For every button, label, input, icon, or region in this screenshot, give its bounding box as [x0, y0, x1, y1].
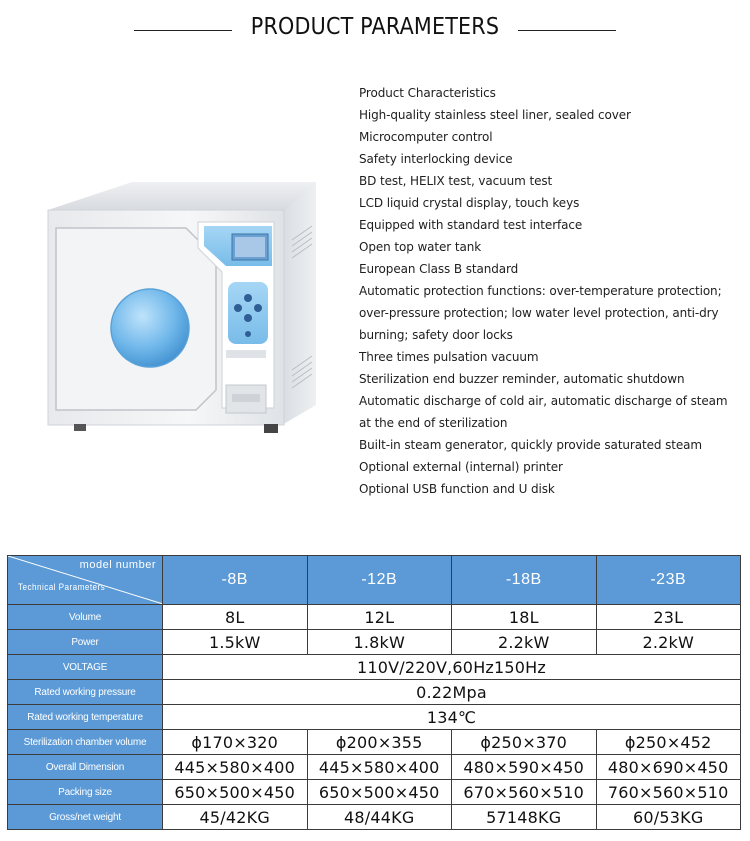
table-row [8, 655, 741, 680]
table-cell: 650×500×450 [307, 780, 452, 805]
feature-item: Microcomputer control [359, 130, 493, 144]
table-cell: 45/42KG [163, 805, 308, 830]
feature-item: Sterilization end buzzer reminder, automatic shutdown [359, 372, 685, 386]
table-row [8, 780, 741, 805]
table-cell: 48/44KG [307, 805, 452, 830]
table-cell: 670×560×510 [452, 780, 597, 805]
model-header: -18B [452, 556, 597, 605]
table-cell: 18L [452, 605, 597, 630]
corner-label-params: Technical Parameters [18, 582, 106, 593]
feature-item: Equipped with standard test interface [359, 218, 583, 232]
row-label: Rated working pressure [8, 680, 163, 705]
table-header-row [8, 556, 741, 605]
feature-item: Open top water tank [359, 240, 482, 254]
header-divider-right [518, 30, 616, 31]
table-cell-merged: 0.22Mpa [163, 680, 741, 705]
table-cell: 23L [596, 605, 741, 630]
table-row [8, 680, 741, 705]
table-cell: 445×580×400 [163, 755, 308, 780]
row-label: Overall Dimension [8, 755, 163, 780]
feature-item: European Class B standard [359, 262, 519, 276]
feature-item: High-quality stainless steel liner, sealed cover [359, 108, 631, 122]
model-header: -8B [163, 556, 308, 605]
row-label: Sterilization chamber volume [8, 730, 163, 755]
table-cell: 2.2kW [452, 630, 597, 655]
table-row [8, 630, 741, 655]
table-cell: 445×580×400 [307, 755, 452, 780]
table-cell: ϕ250×370 [452, 730, 597, 755]
row-label: Packing size [8, 780, 163, 805]
row-label: Volume [8, 605, 163, 630]
table-cell: 1.5kW [163, 630, 308, 655]
table-cell: 12L [307, 605, 452, 630]
feature-item: Built-in steam generator, quickly provide saturated steam [359, 438, 703, 452]
table-cell-merged: 134℃ [163, 705, 741, 730]
table-row [8, 705, 741, 730]
table-cell: 2.2kW [596, 630, 741, 655]
feature-item: LCD liquid crystal display, touch keys [359, 196, 580, 210]
table-cell: 480×590×450 [452, 755, 597, 780]
page-title: PRODUCT PARAMETERS [250, 14, 500, 40]
table-row [8, 605, 741, 630]
model-header: -23B [596, 556, 741, 605]
model-header: -12B [307, 556, 452, 605]
row-label: VOLTAGE [8, 655, 163, 680]
corner-label-model: model number [79, 559, 156, 571]
table-row [8, 805, 741, 830]
table-cell: 650×500×450 [163, 780, 308, 805]
table-row [8, 755, 741, 780]
row-label: Power [8, 630, 163, 655]
table-cell: 57148KG [452, 805, 597, 830]
row-label: Gross/net weight [8, 805, 163, 830]
feature-item: over-pressure protection; low water level protection, anti-dry [359, 306, 719, 320]
table-cell: 1.8kW [307, 630, 452, 655]
table-cell: 760×560×510 [596, 780, 741, 805]
product-image [46, 180, 346, 450]
table-cell: ϕ200×355 [307, 730, 452, 755]
feature-item: Optional USB function and U disk [359, 482, 555, 496]
table-corner-cell [8, 556, 163, 605]
feature-item: Automatic discharge of cold air, automatic discharge of steam [359, 394, 728, 408]
feature-item: Automatic protection functions: over-temperature protection; [359, 284, 722, 298]
spec-table [7, 555, 741, 830]
row-label: Rated working temperature [8, 705, 163, 730]
feature-item: BD test, HELIX test, vacuum test [359, 174, 553, 188]
table-cell: 60/53KG [596, 805, 741, 830]
feature-item: Product Characteristics [359, 86, 496, 100]
table-cell: 480×690×450 [596, 755, 741, 780]
table-cell: ϕ170×320 [163, 730, 308, 755]
feature-item: burning; safety door locks [359, 328, 513, 342]
feature-item: at the end of sterilization [359, 416, 508, 430]
header-divider-left [134, 30, 232, 31]
feature-item: Optional external (internal) printer [359, 460, 563, 474]
table-cell: ϕ250×452 [596, 730, 741, 755]
table-row [8, 730, 741, 755]
feature-item: Three times pulsation vacuum [359, 350, 539, 364]
table-cell: 8L [163, 605, 308, 630]
table-cell-merged: 110V/220V,60Hz150Hz [163, 655, 741, 680]
feature-item: Safety interlocking device [359, 152, 513, 166]
feature-list [359, 82, 729, 500]
